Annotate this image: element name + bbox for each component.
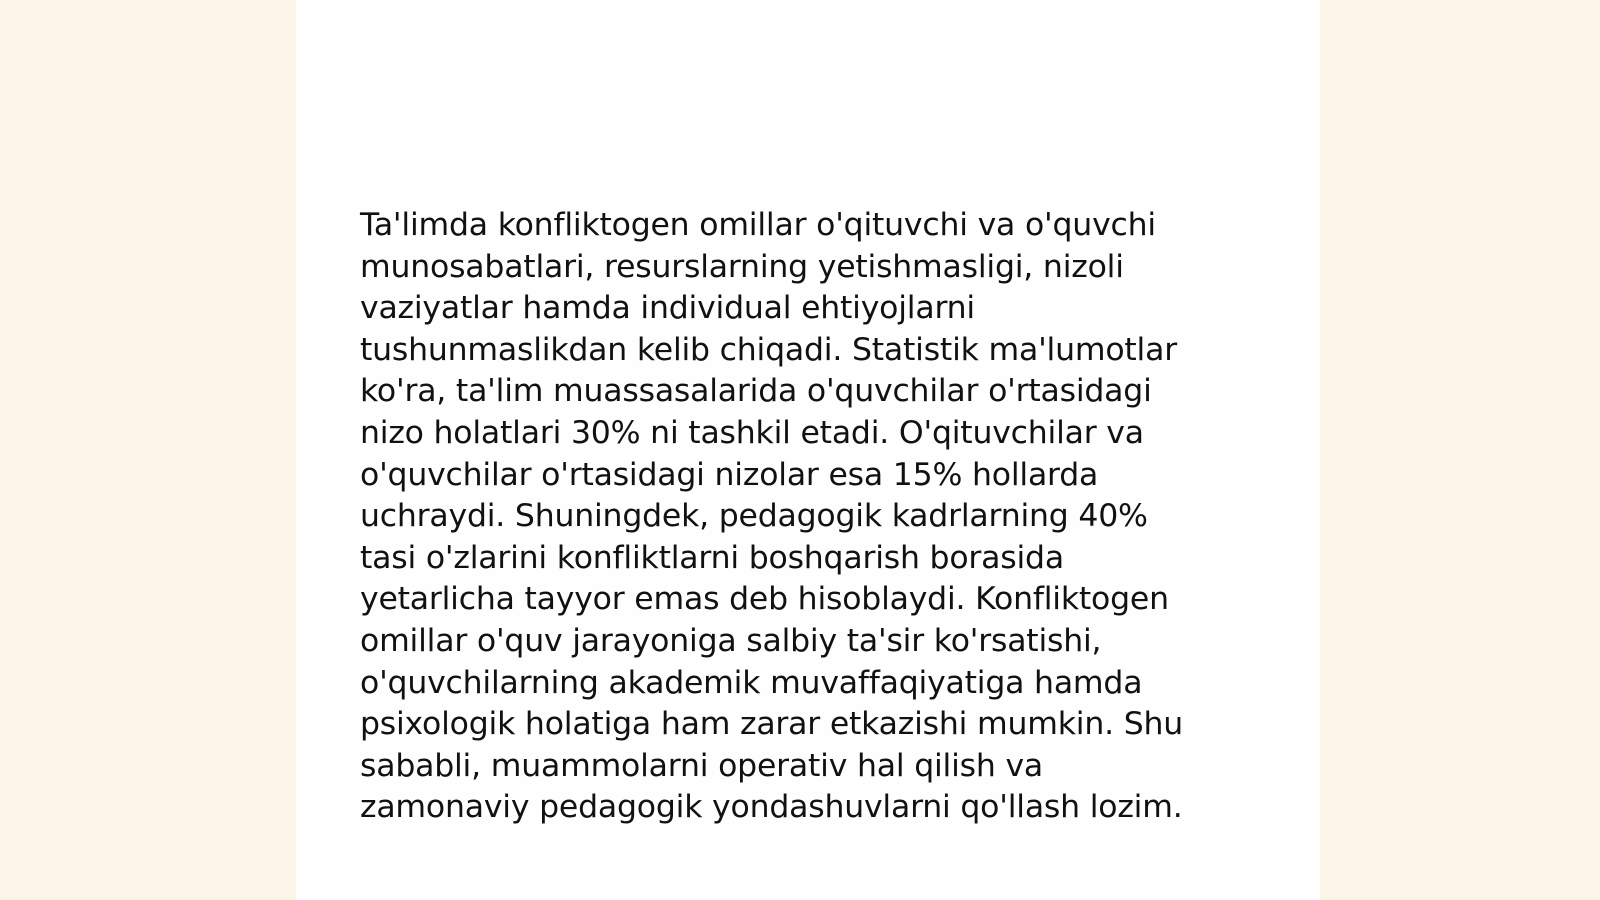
paragraph-line: omillar o'quv jarayoniga salbiy ta'sir ko'rsatishi, (360, 622, 1102, 659)
slide (296, 0, 1320, 900)
paragraph-line: o'quvchilarning akademik muvaffaqiyatiga hamda (360, 664, 1143, 701)
paragraph-line: tasi o'zlarini konfliktlarni boshqarish borasida (360, 539, 1064, 576)
paragraph-line: ko'ra, ta'lim muassasalarida o'quvchilar o'rtasidagi (360, 373, 1152, 410)
paragraph-line: psixologik holatiga ham zarar etkazishi mumkin. Shu (360, 706, 1184, 743)
paragraph-line: Ta'limda konfliktogen omillar o'qituvchi va o'quvchi (360, 207, 1156, 243)
paragraph-line: yetarlicha tayyor emas deb hisoblaydi. Konfliktogen (360, 581, 1169, 618)
body-paragraph (360, 205, 1240, 829)
paragraph-line: nizo holatlari 30% ni tashkil etadi. O'qituvchilar va (360, 414, 1144, 451)
paragraph-line: munosabatlari, resurslarning yetishmasligi, nizoli (360, 248, 1124, 285)
paragraph-line: vaziyatlar hamda individual ehtiyojlarni (360, 290, 975, 327)
paragraph-line: uchraydi. Shuningdek, pedagogik kadrlarning 40% (360, 498, 1148, 535)
paragraph-line: sababli, muammolarni operativ hal qilish va (360, 747, 1043, 784)
paragraph-line: o'quvchilar o'rtasidagi nizolar esa 15% hollarda (360, 456, 1099, 493)
paragraph-line: zamonaviy pedagogik yondashuvlarni qo'llash lozim. (360, 789, 1183, 826)
paragraph-line: tushunmaslikdan kelib chiqadi. Statistik ma'lumotlar (360, 331, 1177, 368)
